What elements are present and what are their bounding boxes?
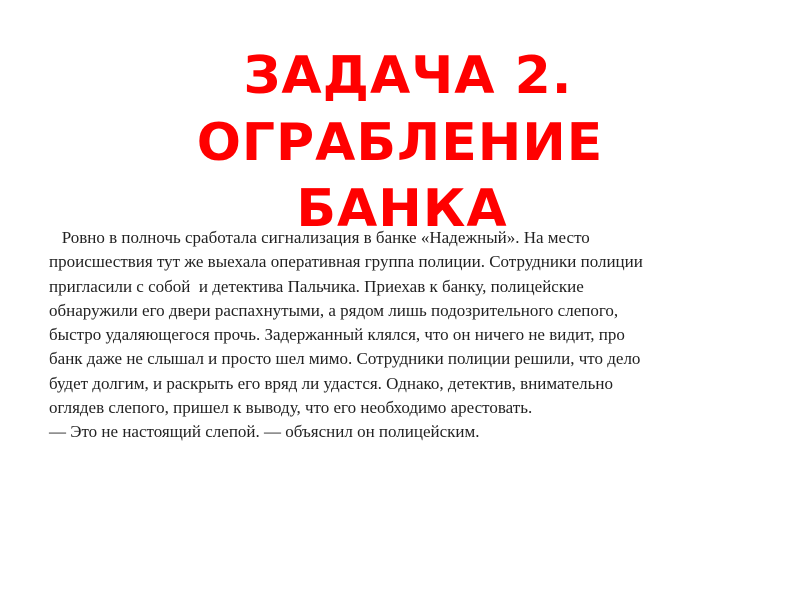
story-line: происшествия тут же выехала оперативная группа полиции. Сотрудники полиции (49, 252, 643, 272)
title-line-1: ЗАДАЧА 2. (243, 46, 573, 106)
story-line: оглядев слепого, пришел к выводу, что его необходимо арестовать. (49, 398, 533, 418)
title-line-2: ОГРАБЛЕНИЕ (196, 113, 604, 173)
story-line: Ровно в полночь сработала сигнализация в банке «Надежный». На место (49, 228, 590, 247)
story-line: пригласили с собой и детектива Пальчика. Приехав к банку, полицейские (49, 276, 584, 296)
story-line: банк даже не слышал и просто шел мимо. Сотрудники полиции решили, что дело (49, 349, 641, 369)
story-line: быстро удаляющегося прочь. Задержанный клялся, что он ничего не видит, про (49, 325, 625, 345)
story-paragraph (49, 226, 769, 445)
story-line: — Это не настоящий слепой. — объяснил он полицейским. (49, 422, 480, 442)
title-line-3: БАНКА (296, 179, 508, 239)
story-line: обнаружили его двери распахнутыми, а рядом лишь подозрительного слепого, (49, 300, 619, 320)
story-line: будет долгим, и раскрыть его вряд ли удастся. Однако, детектив, внимательно (49, 373, 613, 393)
